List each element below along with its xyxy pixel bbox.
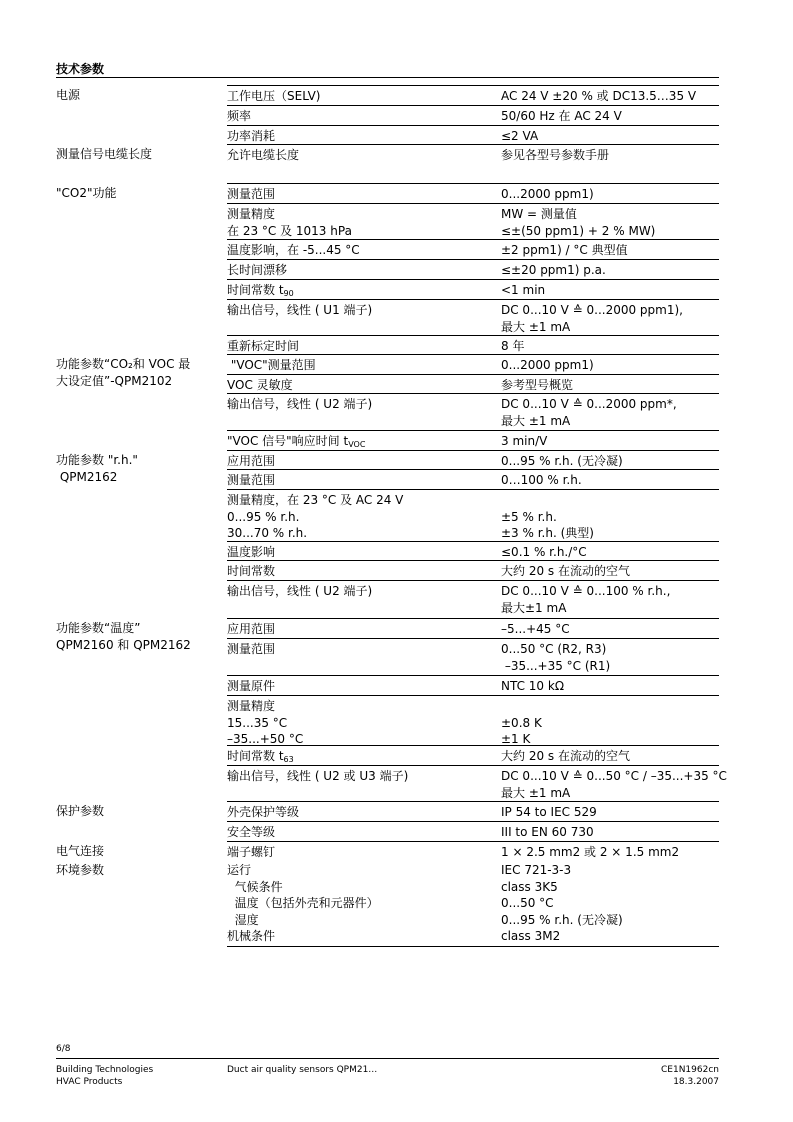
spec-label-subscript: 90 [283,289,294,298]
spec-row [227,299,719,334]
spec-value: 大约 20 s 在流动的空气 [501,564,630,578]
spec-label: "VOC"测量范围 [227,358,316,372]
spec-row [227,560,719,578]
spec-label: 温度影响 [227,545,276,559]
spec-label: 应用范围 [227,454,276,468]
spec-value: 参见各型号参数手册 [501,148,610,162]
spec-value: 0...50 °C (R2, R3) –35...+35 °C (R1) [501,642,611,673]
spec-row [227,183,719,201]
footer-divider [56,1058,719,1059]
footer-doc-info [600,1064,719,1088]
spec-label: 时间常数 $t_{90}$ [227,283,294,298]
spec-value: NTC 10 kΩ [501,679,564,693]
doc-date: 18.3.2007 [673,1077,719,1087]
spec-value: III to EN 60 730 [501,825,594,839]
spec-label: 输出信号，线性 ( U2 端子) [227,397,373,411]
spec-value: ±5 % r.h. ±3 % r.h. (典型) [501,509,594,540]
spec-label: VOC 灵敏度 [227,378,293,392]
spec-label: 外壳保护等级 [227,805,300,819]
section-label: 功能参数 "r.h." QPM2162 [56,453,138,484]
spec-row [227,374,719,392]
spec-label: 端子螺钉 [227,845,276,859]
spec-row [227,430,719,449]
spec-value: 1 × 2.5 mm2 或 2 × 1.5 mm2 [501,845,680,859]
spec-row [227,203,719,238]
title-divider [56,77,719,78]
spec-row [227,469,719,487]
spec-row [227,638,719,673]
spec-value: ≤2 VA [501,129,539,143]
spec-value: ≤±20 ppm1) p.a. [501,263,606,277]
spec-label: 安全等级 [227,825,276,839]
section-label: 电源 [56,88,81,102]
company-line-1: Building Technologies [56,1065,154,1075]
table-end-divider [227,946,719,947]
spec-value: DC 0...10 V ≙ 0...50 °C / –35...+35 °C 最大 ±1 mA [501,769,727,800]
spec-row [227,541,719,559]
spec-value: IP 54 to IEC 529 [501,805,597,819]
spec-label: 应用范围 [227,622,276,636]
spec-label-subscript: VOC [348,440,366,449]
section-label: 功能参数“CO₂和 VOC 最 大设定值”-QPM2102 [56,357,191,388]
spec-label: 重新标定时间 [227,339,300,353]
spec-value: IEC 721-3-3 class 3K5 0...50 °C 0...95 % r.h. (无冷凝) class 3M2 [501,863,623,943]
spec-value: 参考型号概览 [501,378,574,392]
spec-value: ±0.8 K ±1 K [501,715,542,746]
spec-value: <1 min [501,283,546,297]
spec-label: 运行 气候条件 温度（包括外壳和元器件） 湿度 机械条件 [227,863,379,943]
spec-value: 3 min/V [501,434,548,448]
doc-code: CE1N1962cn [661,1065,719,1075]
spec-row [227,354,719,372]
spec-value: 0...2000 ppm1) [501,358,594,372]
spec-row [227,279,719,298]
spec-row [227,765,727,800]
spec-value: ±2 ppm1) / °C 典型值 [501,243,628,257]
section-label: 电气连接 [56,844,105,858]
section-label: 保护参数 [56,804,105,818]
spec-label: 允许电缆长度 [227,148,300,162]
spec-row [227,335,719,353]
spec-label: 功率消耗 [227,129,276,143]
spec-row [227,745,719,764]
spec-row [227,450,719,468]
spec-row [227,580,719,615]
spec-label: 温度影响，在 -5...45 °C [227,243,360,257]
spec-row [227,125,719,143]
spec-label: 输出信号，线性 ( U2 端子) [227,584,373,598]
spec-label: 测量范围 [227,642,276,656]
spec-value: –5...+45 °C [501,622,570,636]
spec-row [227,841,719,859]
spec-value: 8 年 [501,339,525,353]
company-line-2: HVAC Products [56,1077,123,1087]
spec-row [227,618,719,636]
spec-label: 测量精度，在 23 °C 及 AC 24 V 0...95 % r.h. 30...70 % r.h. [227,493,404,540]
spec-label: 频率 [227,109,252,123]
spec-label: 输出信号，线性 ( U2 或 U3 端子) [227,769,409,783]
spec-label: 工作电压（SELV) [227,89,321,103]
spec-label: 测量范围 [227,473,276,487]
spec-value: 大约 20 s 在流动的空气 [501,749,630,763]
spec-value: AC 24 V ±20 % 或 DC13.5…35 V [501,89,697,103]
spec-value: MW = 测量值 ≤±(50 ppm1) + 2 % MW) [501,207,656,238]
spec-value: DC 0...10 V ≙ 0...2000 ppm1), 最大 ±1 mA [501,303,683,334]
section-label: 测量信号电缆长度 [56,147,153,161]
section-label: 功能参数“温度” QPM2160 和 QPM2162 [56,621,191,652]
page-number: 6/8 [56,1044,71,1054]
footer-company [56,1064,153,1088]
spec-row [227,695,719,746]
spec-label: 测量范围 [227,187,276,201]
spec-row [227,393,719,428]
spec-label: 输出信号，线性 ( U1 端子) [227,303,373,317]
spec-label-subscript: 63 [283,755,294,764]
spec-label: 时间常数 $t_{63}$ [227,749,294,764]
spec-value: ≤0.1 % r.h./°C [501,545,587,559]
spec-label: 时间常数 [227,564,276,578]
spec-label: "VOC 信号"响应时间 $t_{VOC}$ [227,434,366,449]
spec-row [227,489,719,540]
spec-value: 0…100 % r.h. [501,473,582,487]
spec-value: 0...2000 ppm1) [501,187,594,201]
spec-row [227,144,719,162]
spec-row [227,105,719,123]
spec-value: 0...95 % r.h. (无冷凝) [501,454,623,468]
spec-label: 测量原件 [227,679,276,693]
spec-row [227,239,719,257]
spec-row [227,821,719,839]
spec-label: 长时间漂移 [227,263,288,277]
spec-row [227,675,719,693]
spec-row [227,259,719,277]
spec-value: DC 0...10 V ≙ 0...100 % r.h., 最大±1 mA [501,584,671,615]
spec-row [227,85,719,103]
footer-doc-title: Duct air quality sensors QPM21… [227,1065,378,1075]
page-title: 技术参数 [56,62,105,76]
spec-value: DC 0...10 V ≙ 0...2000 ppm*, 最大 ±1 mA [501,397,677,428]
spec-label: 测量精度 15...35 °C –35...+50 °C [227,699,304,746]
section-label: 环境参数 [56,863,105,877]
spec-value: 50/60 Hz 在 AC 24 V [501,109,622,123]
spec-label: 测量精度 在 23 °C 及 1013 hPa [227,207,352,238]
spec-row [227,801,719,819]
section-label: "CO2"功能 [56,186,117,200]
